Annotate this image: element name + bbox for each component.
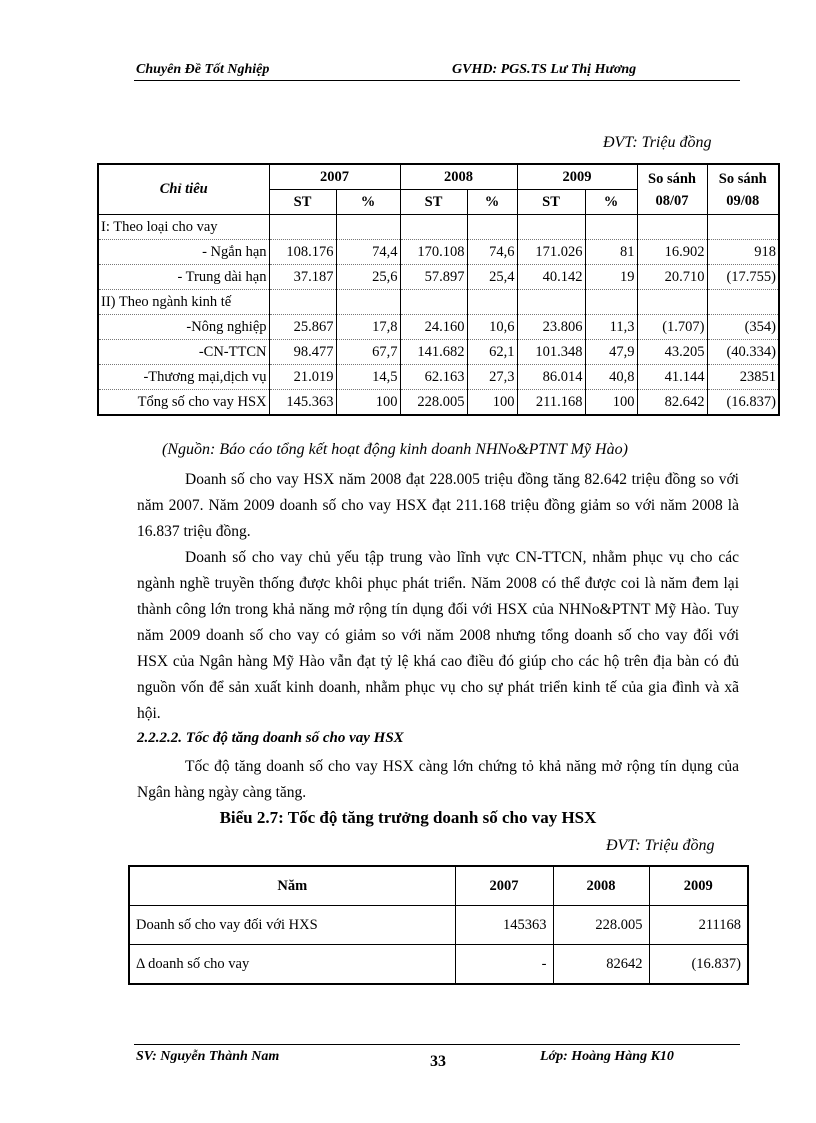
year-2008: 2008 xyxy=(400,164,517,190)
table-row: Δ doanh số cho vay - 82642 (16.837) xyxy=(129,945,748,985)
col-year: Năm xyxy=(129,866,455,906)
sub-pct: % xyxy=(336,190,400,215)
year-2007: 2007 xyxy=(269,164,400,190)
col-2007: 2007 xyxy=(455,866,553,906)
section-row xyxy=(98,215,779,240)
col-chitieu: Chỉ tiêu xyxy=(98,164,269,215)
header-left: Chuyên Đề Tốt Nghiệp xyxy=(136,62,270,77)
table-row: Tổng số cho vay HSX 145.363 100 228.005 100 211.168 100 82.642 (16.837) xyxy=(98,390,779,416)
table-row: -CN-TTCN 98.477 67,7 141.682 62,1 101.348 47,9 43.205 (40.334) xyxy=(98,340,779,365)
table2-caption: Biểu 2.7: Tốc độ tăng trưởng doanh số cho vay HSX xyxy=(219,808,597,827)
section-subheading: 2.2.2.2. Tốc độ tăng doanh số cho vay HSX xyxy=(137,730,404,746)
section-label: I: Theo loại cho vay xyxy=(98,215,269,240)
paragraph-2: Doanh số cho vay chủ yếu tập trung vào lĩnh vực CN-TTCN, nhằm phục vụ cho các ngành nghề truyền thống được khôi phục phát triển. Năm 2008 có thể được coi là năm đem lại thành công lớn trong khả năng mở rộng tín dụng đối với HSX của NHNo&PTNT Mỹ Hào. Tuy năm 2009 doanh số cho vay có giảm so với năm 2008 nhưng tổng doanh số cho vay đối với HSX của Ngân hàng Mỹ Hào vẫn đạt tỷ lệ khá cao điều đó giúp cho các hộ trên địa bàn có đủ nguồn vốn để sản xuất kinh doanh, nhằm phục vụ cho sự phát triển kinh tế của gia đình và xã hội. xyxy=(137,549,739,722)
table-row: Doanh số cho vay đối với HXS 145363 228.005 211168 xyxy=(129,906,748,945)
table1-unit: ĐVT: Triệu đồng xyxy=(603,134,712,151)
page-footer xyxy=(134,1044,740,1070)
table-row: - Trung dài hạn 37.187 25,6 57.897 25,4 40.142 19 20.710 (17.755) xyxy=(98,265,779,290)
page-header xyxy=(134,62,740,81)
col-cmp-0908: So sánh 09/08 xyxy=(707,164,779,215)
footer-class: Lớp: Hoàng Hàng K10 xyxy=(540,1049,674,1064)
header-right: GVHD: PGS.TS Lư Thị Hương xyxy=(452,62,637,77)
table1-source: (Nguồn: Báo cáo tổng kết hoạt động kinh doanh NHNo&PTNT Mỹ Hào) xyxy=(162,441,628,458)
table2-unit: ĐVT: Triệu đồng xyxy=(606,837,715,854)
table-row: - Ngắn hạn 108.176 74,4 170.108 74,6 171.026 81 16.902 918 xyxy=(98,240,779,265)
col-cmp-0807: So sánh 08/07 xyxy=(637,164,707,215)
sub-st: ST xyxy=(400,190,467,215)
sub-st: ST xyxy=(517,190,585,215)
table-row: -Thương mại,dịch vụ 21.019 14,5 62.163 27,3 86.014 40,8 41.144 23851 xyxy=(98,365,779,390)
sub-pct: % xyxy=(585,190,637,215)
col-2008: 2008 xyxy=(553,866,649,906)
year-2009: 2009 xyxy=(517,164,637,190)
paragraph-1: Doanh số cho vay HSX năm 2008 đạt 228.005 triệu đồng tăng 82.642 triệu đồng so với năm 2007. Năm 2009 doanh số cho vay HSX đạt 211.168 triệu đồng giảm so với năm 2008 là 16.837 triệu đồng. xyxy=(137,471,739,540)
sub-pct: % xyxy=(467,190,517,215)
footer-student: SV: Nguyễn Thành Nam xyxy=(136,1049,280,1064)
section-row xyxy=(98,290,779,315)
col-2009: 2009 xyxy=(649,866,748,906)
growth-table xyxy=(128,865,749,985)
table-row: -Nông nghiệp 25.867 17,8 24.160 10,6 23.806 11,3 (1.707) (354) xyxy=(98,315,779,340)
page-number: 33 xyxy=(430,1053,446,1070)
sub-st: ST xyxy=(269,190,336,215)
paragraph-3: Tốc độ tăng doanh số cho vay HSX càng lớn chứng tỏ khả năng mở rộng tín dụng của Ngân hàng ngày càng tăng. xyxy=(137,758,739,801)
loan-table xyxy=(97,163,780,416)
section-label: II) Theo ngành kinh tế xyxy=(98,290,269,315)
